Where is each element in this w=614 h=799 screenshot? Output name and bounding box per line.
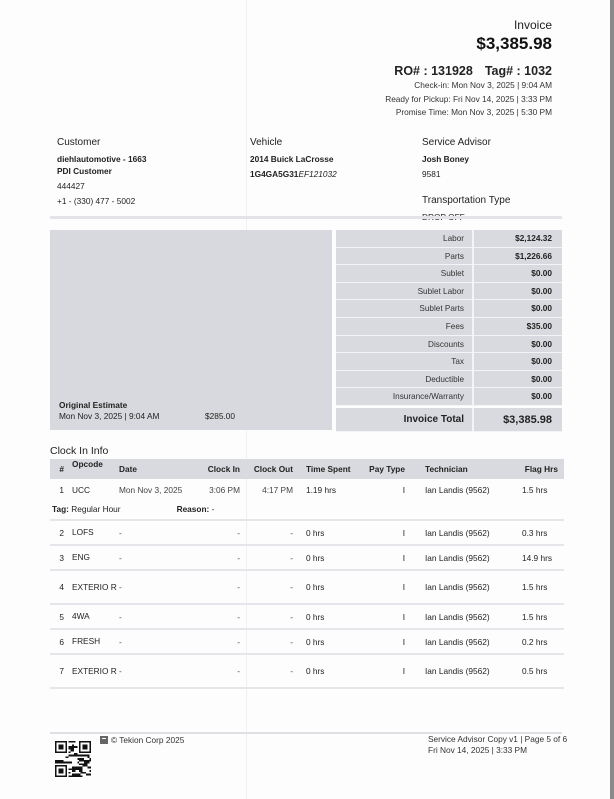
flag-hours-cell: 14.9 hrs bbox=[522, 552, 552, 563]
summary-row bbox=[336, 353, 562, 371]
clock-in-row bbox=[50, 630, 564, 655]
transportation-heading: Transportation Type bbox=[422, 195, 511, 206]
footer-info bbox=[428, 734, 567, 755]
clock-in-row bbox=[50, 479, 564, 521]
clock-out-cell: - bbox=[290, 582, 293, 592]
summary-label: Insurance/Warranty bbox=[336, 388, 474, 405]
summary-value: $0.00 bbox=[474, 265, 562, 282]
flag-hours-cell: 0.2 hrs bbox=[522, 636, 548, 647]
opcode-cell: 4WA bbox=[72, 611, 90, 621]
summary-row bbox=[336, 283, 562, 301]
clock-in-cell: - bbox=[237, 582, 240, 592]
pay-type-cell: I bbox=[402, 485, 405, 495]
qr-code-icon bbox=[55, 741, 91, 777]
clock-in-cell: - bbox=[237, 636, 240, 647]
summary-label: Fees bbox=[336, 318, 474, 335]
row-number-cell: 4 bbox=[59, 582, 64, 592]
opcode-cell: UCC bbox=[72, 484, 90, 495]
copy-page-info: Service Advisor Copy v1 | Page 5 of 6 bbox=[428, 734, 568, 744]
section-divider bbox=[50, 216, 562, 219]
summary-value: $0.00 bbox=[474, 388, 562, 405]
time-spent-cell: 0 hrs bbox=[306, 582, 325, 592]
summary-value: $0.00 bbox=[474, 283, 562, 300]
opcode-cell: LOFS bbox=[72, 527, 94, 537]
tag-label: Tag: bbox=[52, 504, 69, 514]
technician-cell: Ian Landis (9562) bbox=[425, 636, 490, 647]
summary-label: Labor bbox=[336, 230, 474, 247]
date-cell: - bbox=[119, 611, 122, 622]
summary-label: Tax bbox=[336, 353, 474, 370]
clock-in-body bbox=[50, 479, 564, 689]
clock-in-cell: - bbox=[237, 611, 240, 622]
summary-row bbox=[336, 371, 562, 389]
technician-cell: Ian Landis (9562) bbox=[425, 552, 490, 563]
technician-cell: Ian Landis (9562) bbox=[425, 611, 490, 622]
date-cell: Mon Nov 3, 2025 bbox=[119, 485, 183, 495]
copyright-text: © Tekion Corp 2025 bbox=[111, 735, 185, 745]
opcode-cell: ENG bbox=[72, 552, 90, 562]
vin-prefix: 1G4GA5G31 bbox=[250, 169, 299, 179]
ready-for-pickup-time: Ready for Pickup: Fri Nov 14, 2025 | 3:33 PM bbox=[385, 93, 552, 104]
invoice-header bbox=[385, 18, 552, 120]
flag-hours-cell: 1.5 hrs bbox=[522, 611, 548, 622]
column-header-time-spent: Time Spent bbox=[306, 464, 351, 474]
reason-label: Reason: bbox=[176, 504, 210, 514]
tekion-copyright bbox=[100, 735, 184, 745]
service-advisor-section bbox=[422, 136, 510, 223]
date-cell: - bbox=[119, 666, 122, 676]
tag-value: Regular Hour bbox=[71, 504, 121, 514]
reason-value: - bbox=[211, 504, 215, 514]
clock-in-tag-line bbox=[50, 499, 564, 519]
summary-value: $35.00 bbox=[474, 318, 562, 335]
time-spent-cell: 0 hrs bbox=[306, 611, 325, 622]
vin-suffix: EF121032 bbox=[298, 169, 337, 179]
column-header-pay-type: Pay Type bbox=[369, 464, 405, 474]
invoice-amount: $3,385.98 bbox=[476, 34, 552, 53]
clock-in-row bbox=[50, 605, 564, 630]
summary-row bbox=[336, 318, 562, 336]
clock-in-row bbox=[50, 571, 564, 605]
technician-cell: Ian Landis (9562) bbox=[425, 527, 490, 538]
clock-in-header-row bbox=[50, 459, 564, 479]
pay-type-cell: I bbox=[402, 636, 405, 647]
tag-number: Tag# : 1032 bbox=[484, 64, 552, 78]
date-cell: - bbox=[119, 636, 122, 647]
summary-row bbox=[336, 336, 562, 354]
flag-hours-cell: 1.5 hrs bbox=[522, 485, 548, 495]
original-estimate-amount: $285.00 bbox=[205, 411, 235, 421]
clock-out-cell: - bbox=[290, 611, 293, 622]
row-number-cell: 1 bbox=[59, 485, 64, 495]
summary-label: Parts bbox=[336, 248, 474, 265]
column-header-clock-out: Clock Out bbox=[253, 464, 293, 474]
opcode-cell: EXTERIO R bbox=[72, 665, 117, 676]
time-spent-cell: 0 hrs bbox=[306, 552, 325, 563]
date-cell: - bbox=[119, 582, 122, 592]
customer-type: PDI Customer bbox=[57, 166, 112, 176]
summary-label: Sublet Parts bbox=[336, 300, 474, 317]
advisor-id: 9581 bbox=[422, 169, 441, 179]
pay-type-cell: I bbox=[402, 666, 405, 676]
customer-name: diehlautomotive - 1663 bbox=[57, 154, 147, 164]
invoice-total-label: Invoice Total bbox=[336, 408, 474, 431]
opcode-cell: FRESH bbox=[72, 636, 101, 646]
clock-out-cell: - bbox=[290, 666, 293, 676]
opcode-cell: EXTERIO R bbox=[72, 581, 117, 592]
clock-in-cell: - bbox=[237, 527, 240, 538]
original-estimate bbox=[59, 400, 235, 422]
time-spent-cell: 1.19 hrs bbox=[306, 485, 336, 495]
pay-type-cell: I bbox=[402, 552, 405, 563]
vehicle-model: 2014 Buick LaCrosse bbox=[250, 154, 334, 164]
row-number-cell: 6 bbox=[59, 636, 64, 647]
pay-type-cell: I bbox=[402, 582, 405, 592]
summary-value: $0.00 bbox=[474, 353, 562, 370]
advisor-name: Josh Boney bbox=[422, 154, 470, 164]
flag-hours-cell: 1.5 hrs bbox=[522, 582, 548, 592]
tekion-logo-icon bbox=[100, 736, 108, 744]
check-in-time: Check-in: Mon Nov 3, 2025 | 9:04 AM bbox=[414, 80, 552, 90]
clock-in-title: Clock In Info bbox=[50, 445, 109, 457]
clock-in-cell: 3:06 PM bbox=[209, 485, 240, 495]
clock-in-row bbox=[50, 546, 564, 571]
vehicle-section bbox=[250, 136, 337, 180]
promise-time: Promise Time: Mon Nov 3, 2025 | 5:30 PM bbox=[395, 107, 552, 117]
time-spent-cell: 0 hrs bbox=[306, 666, 325, 676]
time-spent-cell: 0 hrs bbox=[306, 527, 325, 538]
technician-cell: Ian Landis (9562) bbox=[425, 666, 490, 676]
clock-in-row bbox=[50, 655, 564, 689]
customer-phone: +1 - (330) 477 - 5002 bbox=[57, 196, 136, 206]
technician-cell: Ian Landis (9562) bbox=[425, 485, 490, 495]
original-estimate-date: Mon Nov 3, 2025 | 9:04 AM bbox=[59, 411, 160, 421]
clock-in-row bbox=[50, 521, 564, 546]
vehicle-vin bbox=[250, 168, 337, 180]
printed-timestamp: Fri Nov 14, 2025 | 3:33 PM bbox=[428, 744, 527, 755]
clock-out-cell: - bbox=[290, 527, 293, 538]
clock-in-cell: - bbox=[237, 552, 240, 563]
invoice-summary-table bbox=[336, 230, 562, 432]
summary-value: $2,124.32 bbox=[474, 230, 562, 247]
invoice-total-value: $3,385.98 bbox=[474, 408, 562, 431]
date-cell: - bbox=[119, 527, 122, 538]
ro-number: RO# : 131928 bbox=[394, 64, 473, 78]
date-cell: - bbox=[119, 552, 122, 563]
invoice-title: Invoice bbox=[513, 18, 552, 32]
clock-out-cell: - bbox=[290, 636, 293, 647]
column-header-technician: Technician bbox=[425, 464, 468, 474]
summary-row bbox=[336, 300, 562, 318]
summary-row bbox=[336, 388, 562, 406]
clock-in-cell: - bbox=[237, 666, 240, 676]
summary-value: $1,226.66 bbox=[474, 248, 562, 265]
time-spent-cell: 0 hrs bbox=[306, 636, 325, 647]
column-header-row-number: # bbox=[59, 464, 64, 474]
clock-out-cell: 4:17 PM bbox=[262, 485, 293, 495]
summary-label: Sublet Labor bbox=[336, 283, 474, 300]
column-header-date: Date bbox=[119, 464, 137, 474]
summary-value: $0.00 bbox=[474, 300, 562, 317]
customer-heading: Customer bbox=[57, 137, 101, 148]
technician-cell: Ian Landis (9562) bbox=[425, 582, 490, 592]
summary-value: $0.00 bbox=[474, 336, 562, 353]
summary-row bbox=[336, 248, 562, 266]
summary-row bbox=[336, 265, 562, 283]
summary-row bbox=[336, 230, 562, 248]
customer-section bbox=[57, 136, 146, 207]
pay-type-cell: I bbox=[402, 611, 405, 622]
ro-tag-line bbox=[385, 63, 552, 79]
advisor-heading: Service Advisor bbox=[422, 137, 491, 148]
summary-value: $0.00 bbox=[474, 371, 562, 388]
row-number-cell: 5 bbox=[59, 611, 64, 622]
scan-edge bbox=[610, 0, 614, 799]
row-number-cell: 7 bbox=[59, 666, 64, 676]
clock-in-table bbox=[50, 459, 564, 689]
summary-label: Deductible bbox=[336, 371, 474, 388]
estimate-panel bbox=[50, 230, 332, 430]
invoice-total-row bbox=[336, 408, 562, 432]
flag-hours-cell: 0.5 hrs bbox=[522, 666, 548, 676]
summary-label: Sublet bbox=[336, 265, 474, 282]
column-header-opcode: Opcode bbox=[72, 459, 103, 469]
row-number-cell: 3 bbox=[59, 552, 64, 563]
row-number-cell: 2 bbox=[59, 527, 64, 538]
vehicle-heading: Vehicle bbox=[250, 137, 283, 148]
summary-label: Discounts bbox=[336, 336, 474, 353]
customer-id: 444427 bbox=[57, 181, 85, 191]
pay-type-cell: I bbox=[402, 527, 405, 538]
column-header-clock-in: Clock In bbox=[207, 464, 240, 474]
column-header-flag-hours: Flag Hrs bbox=[524, 464, 558, 474]
original-estimate-label: Original Estimate bbox=[59, 400, 128, 410]
clock-out-cell: - bbox=[290, 552, 293, 563]
flag-hours-cell: 0.3 hrs bbox=[522, 527, 548, 538]
